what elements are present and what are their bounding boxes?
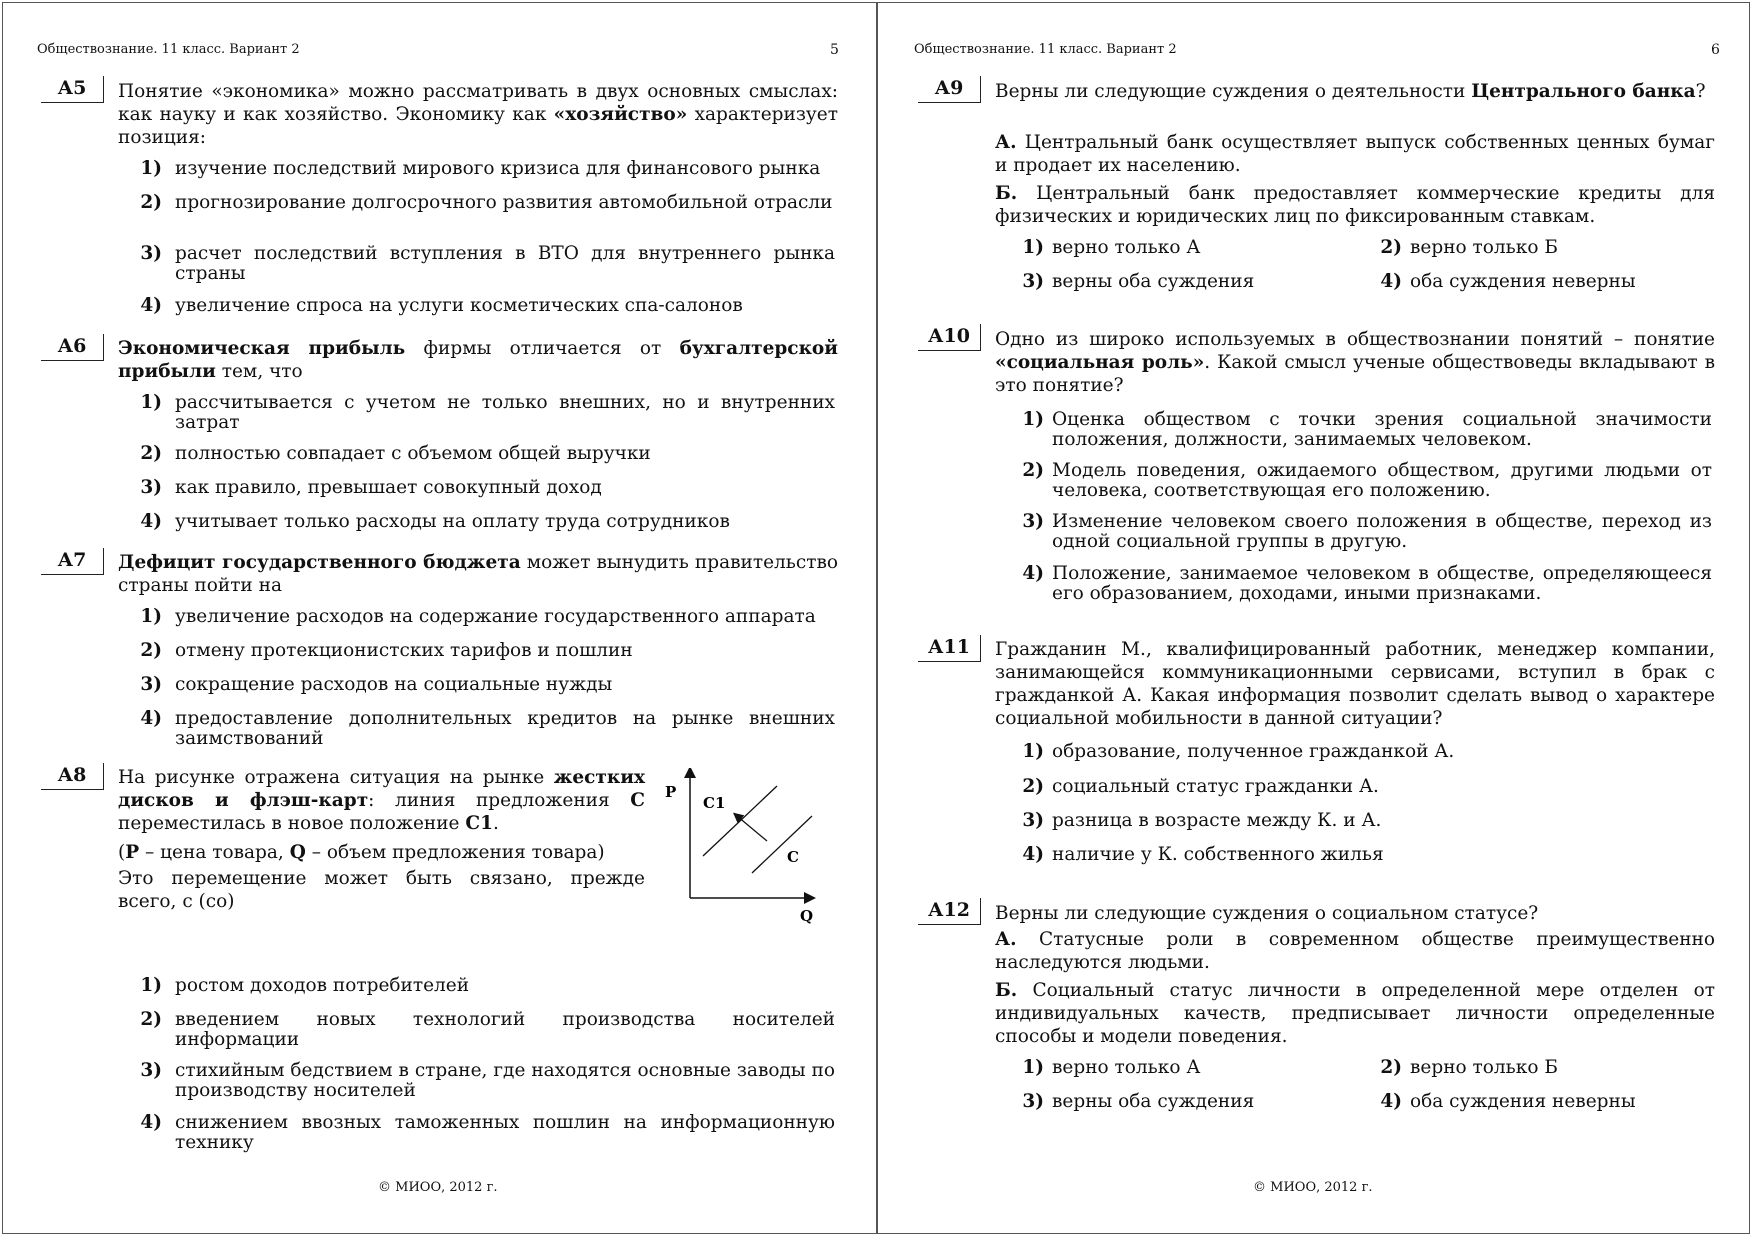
supply-line-c — [752, 816, 812, 873]
answer-option[interactable]: Изменение человеком своего положения в обществе, переход из одной социальной группы в другую. — [1052, 511, 1712, 552]
option-number: 4) — [1022, 563, 1044, 584]
question-stem: Экономическая прибыль фирмы отличается от бухгалтерской прибыли тем, что — [118, 338, 838, 382]
option-number: 2) — [140, 640, 162, 661]
question-note: (Р – цена товара, Q – объем предложения товара) — [118, 842, 605, 863]
question-label: А7 — [41, 548, 104, 575]
question-stem: Дефицит государственного бюджета может вынудить правительство страны пойти на — [118, 552, 838, 596]
option-number: 1) — [1022, 1057, 1044, 1078]
answer-option[interactable]: рассчитывается с учетом не только внешних, но и внутренних затрат — [175, 392, 835, 433]
question-label: А5 — [41, 76, 104, 103]
answer-option[interactable]: увеличение расходов на содержание государственного аппарата — [175, 606, 816, 627]
option-number: 1) — [140, 606, 162, 627]
p-axis-label: P — [665, 783, 677, 801]
option-number: 4) — [140, 708, 162, 729]
option-number: 3) — [1022, 511, 1044, 532]
option-number: 1) — [140, 158, 162, 179]
answer-option[interactable]: Положение, занимаемое человеком в обществе, определяющееся его образованием, доходами, иными признаками. — [1052, 563, 1712, 604]
question-stem-tail: Это перемещение может быть связано, прежде всего, с (со) — [118, 868, 645, 912]
answer-option[interactable]: расчет последствий вступления в ВТО для внутреннего рынка страны — [175, 243, 835, 284]
option-number: 3) — [1022, 810, 1044, 831]
question-stem: На рисунке отражена ситуация на рынке жестких дисков и флэш-карт: линия предложения С переместилась в новое положение С1. — [118, 767, 645, 834]
statement-a: А. Центральный банк осуществляет выпуск собственных ценных бумаг и продает их населению. — [995, 132, 1715, 176]
statement-a: А. Статусные роли в современном обществе преимущественно наследуются людьми. — [995, 929, 1715, 973]
c1-label: C1 — [703, 794, 726, 812]
option-number: 4) — [1380, 1091, 1402, 1112]
answer-option[interactable]: введением новых технологий производства носителей информации — [175, 1009, 835, 1050]
answer-option[interactable]: верно только Б — [1410, 237, 1558, 258]
option-number: 2) — [1022, 776, 1044, 797]
answer-option[interactable]: ростом доходов потребителей — [175, 975, 470, 996]
answer-option[interactable]: учитывает только расходы на оплату труда сотрудников — [175, 511, 730, 532]
option-number: 1) — [140, 392, 162, 413]
page-footer: © МИОО, 2012 г. — [1253, 1180, 1373, 1195]
question-stem: Верны ли следующие суждения о социальном статусе? — [995, 903, 1539, 924]
c-label: C — [787, 848, 799, 866]
option-number: 4) — [1380, 271, 1402, 292]
answer-option[interactable]: изучение последствий мирового кризиса для финансового рынка — [175, 158, 821, 179]
question-stem: Верны ли следующие суждения о деятельности Центрального банка? — [995, 81, 1706, 102]
option-number: 2) — [140, 1009, 162, 1030]
q-axis-label: Q — [800, 907, 814, 925]
option-number: 3) — [140, 674, 162, 695]
answer-option[interactable]: верны оба суждения — [1052, 271, 1255, 292]
option-number: 2) — [1380, 1057, 1402, 1078]
option-number: 3) — [140, 243, 162, 264]
answer-option[interactable]: верно только А — [1052, 1057, 1201, 1078]
question-label: А6 — [41, 334, 104, 361]
answer-option[interactable]: отмену протекционистских тарифов и пошлин — [175, 640, 633, 661]
question-label: А9 — [918, 76, 981, 103]
option-number: 1) — [1022, 237, 1044, 258]
answer-option[interactable]: оба суждения неверны — [1410, 1091, 1636, 1112]
answer-option[interactable]: верно только А — [1052, 237, 1201, 258]
page-header: Обществознание. 11 класс. Вариант 2 — [37, 42, 300, 57]
option-number: 4) — [1022, 844, 1044, 865]
statement-b: Б. Центральный банк предоставляет коммерческие кредиты для физических и юридических лиц по фиксированным ставкам. — [995, 183, 1715, 227]
option-number: 2) — [140, 192, 162, 213]
option-number: 1) — [1022, 409, 1044, 430]
answer-option[interactable]: образование, полученное гражданкой А. — [1052, 741, 1455, 762]
answer-option[interactable]: снижением ввозных таможенных пошлин на информационную технику — [175, 1112, 835, 1153]
answer-option[interactable]: верно только Б — [1410, 1057, 1558, 1078]
option-number: 2) — [1380, 237, 1402, 258]
answer-option[interactable]: Оценка обществом с точки зрения социальной значимости положения, должности, занимаемых человеком. — [1052, 409, 1712, 450]
option-number: 1) — [1022, 741, 1044, 762]
page-footer: © МИОО, 2012 г. — [378, 1180, 498, 1195]
option-number: 2) — [140, 443, 162, 464]
question-stem: Гражданин М., квалифицированный работник, менеджер компании, занимающейся коммуникационными сервисами, вступил в брак с гражданкой А. Какая информация позволит сделать вывод о характере социальной мобильности в данной ситуации? — [995, 639, 1715, 729]
option-number: 3) — [1022, 271, 1044, 292]
option-number: 4) — [140, 295, 162, 316]
option-number: 3) — [140, 477, 162, 498]
answer-option[interactable]: разница в возрасте между К. и А. — [1052, 810, 1382, 831]
answer-option[interactable]: сокращение расходов на социальные нужды — [175, 674, 613, 695]
question-label: А10 — [918, 324, 981, 351]
answer-option[interactable]: прогнозирование долгосрочного развития автомобильной отрасли — [175, 192, 833, 213]
answer-option[interactable]: верны оба суждения — [1052, 1091, 1255, 1112]
page-header: Обществознание. 11 класс. Вариант 2 — [914, 42, 1177, 57]
right-page — [878, 0, 1754, 1239]
option-number: 3) — [140, 1060, 162, 1081]
option-number: 1) — [140, 975, 162, 996]
answer-option[interactable]: Модель поведения, ожидаемого обществом, другими людьми от человека, соответствующая его положению. — [1052, 460, 1712, 501]
question-label: А12 — [918, 898, 981, 925]
option-number: 3) — [1022, 1091, 1044, 1112]
option-number: 2) — [1022, 460, 1044, 481]
shift-arrow — [737, 816, 767, 841]
page-number: 6 — [1711, 42, 1720, 58]
supply-shift-graph — [660, 768, 820, 928]
option-number: 4) — [140, 1112, 162, 1133]
question-label: А11 — [918, 635, 981, 662]
answer-option[interactable]: как правило, превышает совокупный доход — [175, 477, 602, 498]
answer-option[interactable]: увеличение спроса на услуги косметических спа-салонов — [175, 295, 743, 316]
question-stem: Одно из широко используемых в обществознании понятий – понятие «социальная роль». Какой смысл ученые обществоведы вкладывают в это понятие? — [995, 329, 1715, 396]
answer-option[interactable]: социальный статус гражданки А. — [1052, 776, 1379, 797]
statement-b: Б. Социальный статус личности в определенной мере отделен от индивидуальных качеств, предписывает личности определенные способы и модели поведения. — [995, 980, 1715, 1047]
question-stem: Понятие «экономика» можно рассматривать в двух основных смыслах: как науку и как хозяйство. Экономику как «хозяйство» характеризует позиция: — [118, 81, 838, 148]
answer-option[interactable]: полностью совпадает с объемом общей выручки — [175, 443, 651, 464]
page-number: 5 — [830, 42, 839, 58]
answer-option[interactable]: стихийным бедствием в стране, где находятся основные заводы по производству носителей — [175, 1060, 835, 1101]
answer-option[interactable]: предоставление дополнительных кредитов на рынке внешних заимствований — [175, 708, 835, 749]
answer-option[interactable]: оба суждения неверны — [1410, 271, 1636, 292]
left-page — [0, 0, 876, 1239]
answer-option[interactable]: наличие у К. собственного жилья — [1052, 844, 1384, 865]
option-number: 4) — [140, 511, 162, 532]
question-label: А8 — [41, 763, 104, 790]
